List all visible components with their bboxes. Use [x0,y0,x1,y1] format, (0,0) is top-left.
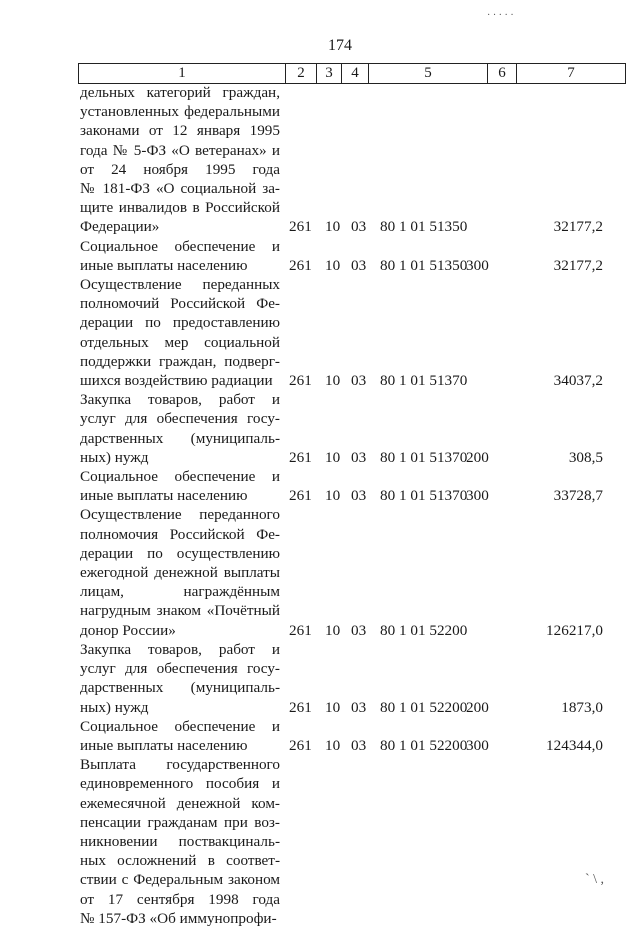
ministry-code: 261 [289,621,312,639]
table-row [0,390,640,467]
description-line: пенсации гражданам при воз- [80,813,280,831]
description-line: полномочия Российской Фе- [80,525,280,543]
description-line: ежегодной денежной выплаты [80,564,280,582]
description-line: ных) нужд [80,448,149,466]
description-line: Осуществление переданного [80,506,280,524]
row-description [80,505,280,639]
description-line: услуг для обеспечения госу- [80,410,280,428]
description-line: отдельных мер социальной [80,333,280,351]
target-article-code: 80 1 01 51370 [380,372,468,390]
column-header-2: 2 [286,64,317,84]
target-article-code: 80 1 01 51350 [380,256,468,274]
description-line: дерации по предоставлению [80,314,280,332]
budget-table-body [0,83,640,928]
section-code: 10 [325,218,341,236]
scan-artifact: · · · · · [487,10,514,21]
target-article-code: 80 1 01 52200 [380,736,468,754]
target-article-code: 80 1 01 51370 [380,448,468,466]
description-line: Социальное обеспечение и [80,468,280,486]
expense-type-code: 300 [466,736,489,754]
subsection-code: 03 [351,448,367,466]
subsection-code: 03 [351,372,367,390]
amount: 124344,0 [546,736,603,754]
description-line: № 157-ФЗ «Об иммунопрофи- [80,909,277,927]
row-description [80,467,280,505]
column-header-7: 7 [517,64,626,84]
section-code: 10 [325,736,341,754]
description-line: ежемесячной денежной ком- [80,794,280,812]
description-line: Социальное обеспечение и [80,717,280,735]
column-header-table [78,63,626,84]
row-description [80,717,280,755]
row-description [80,275,280,390]
ministry-code: 261 [289,736,312,754]
description-line: от 24 ноября 1995 года [80,160,280,178]
target-article-code: 80 1 01 51370 [380,487,468,505]
column-header-row [79,64,626,84]
description-line: иные выплаты населению [80,256,248,274]
expense-type-code: 300 [466,487,489,505]
description-line: шихся воздействию радиации [80,372,273,390]
description-line: никновении поствакциналь- [80,832,280,850]
description-line: полномочий Российской Фе- [80,295,280,313]
description-line: лицам, награждённым [80,583,280,601]
description-line: Социальное обеспечение и [80,237,280,255]
table-row [0,83,640,237]
section-code: 10 [325,621,341,639]
ministry-code: 261 [289,698,312,716]
target-article-code: 80 1 01 52200 [380,621,468,639]
amount: 32177,2 [553,218,603,236]
description-line: Осуществление переданных [80,276,280,294]
ministry-code: 261 [289,256,312,274]
ministry-code: 261 [289,372,312,390]
section-code: 10 [325,487,341,505]
row-description [80,755,280,928]
row-description [80,390,280,467]
description-line: иные выплаты населению [80,487,248,505]
table-row [0,275,640,390]
column-header-1: 1 [79,64,286,84]
section-code: 10 [325,256,341,274]
description-line: щите инвалидов в Российской [80,199,280,217]
column-header-6: 6 [488,64,517,84]
subsection-code: 03 [351,698,367,716]
row-description [80,83,280,237]
table-row [0,755,640,928]
description-line: иные выплаты населению [80,736,248,754]
section-code: 10 [325,698,341,716]
target-article-code: 80 1 01 51350 [380,218,468,236]
page-number: 174 [328,37,352,54]
expense-type-code: 200 [466,448,489,466]
description-line: ствии с Федеральным законом [80,871,280,889]
description-line: Закупка товаров, работ и [80,391,280,409]
row-description [80,640,280,717]
subsection-code: 03 [351,256,367,274]
section-code: 10 [325,372,341,390]
table-row [0,717,640,755]
expense-type-code: 300 [466,256,489,274]
ministry-code: 261 [289,218,312,236]
description-line: дельных категорий граждан, [80,84,280,101]
target-article-code: 80 1 01 52200 [380,698,468,716]
amount: 126217,0 [546,621,603,639]
description-line: поддержки граждан, подверг- [80,352,280,370]
scan-artifact: ` \ , [585,872,605,887]
amount: 34037,2 [553,372,603,390]
table-row [0,467,640,505]
amount: 32177,2 [553,256,603,274]
description-line: Выплата государственного [80,756,280,774]
table-row [0,640,640,717]
description-line: донор России» [80,621,176,639]
description-line: дарственных (муниципаль- [80,429,280,447]
description-line: № 181-ФЗ «О социальной за- [80,180,280,198]
description-line: ных осложнений в соответ- [80,852,280,870]
column-header-5: 5 [369,64,488,84]
column-header-3: 3 [317,64,342,84]
amount: 33728,7 [553,487,603,505]
subsection-code: 03 [351,218,367,236]
expense-type-code: 200 [466,698,489,716]
description-line: дерации по осуществлению [80,544,280,562]
table-row [0,505,640,639]
description-line: единовременного пособия и [80,775,280,793]
table-row [0,237,640,275]
description-line: услуг для обеспечения госу- [80,660,280,678]
subsection-code: 03 [351,736,367,754]
description-line: Федерации» [80,218,160,236]
section-code: 10 [325,448,341,466]
ministry-code: 261 [289,448,312,466]
subsection-code: 03 [351,487,367,505]
description-line: года № 5-ФЗ «О ветеранах» и [80,141,280,159]
description-line: дарственных (муниципаль- [80,679,280,697]
amount: 1873,0 [561,698,603,716]
column-header-4: 4 [342,64,369,84]
row-description [80,237,280,275]
description-line: законами от 12 января 1995 [80,122,280,140]
description-line: ных) нужд [80,698,149,716]
description-line: нагрудным знаком «Почётный [80,602,280,620]
description-line: установленных федеральными [80,103,280,121]
description-line: от 17 сентября 1998 года [80,890,280,908]
description-line: Закупка товаров, работ и [80,640,280,658]
amount: 308,5 [568,448,603,466]
ministry-code: 261 [289,487,312,505]
subsection-code: 03 [351,621,367,639]
